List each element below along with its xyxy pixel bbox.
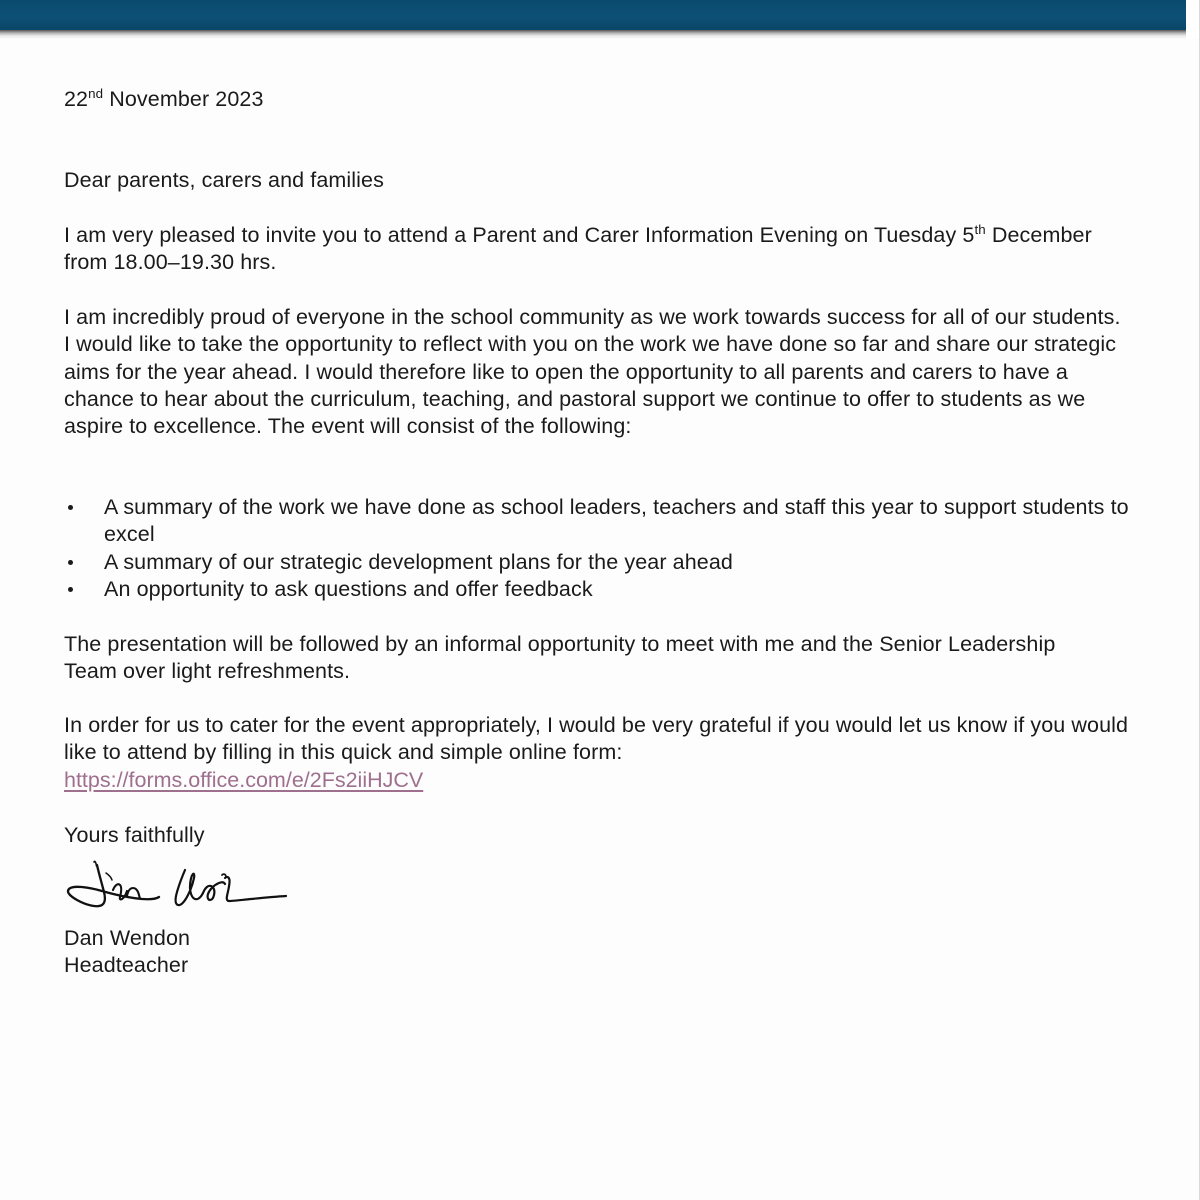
bullet-dot-icon — [68, 560, 73, 565]
signatory-name: Dan Wendon — [64, 926, 191, 950]
event-contents-list — [64, 494, 1136, 603]
letter-date — [64, 86, 664, 113]
list-item-label: A summary of our strategic development plans for the year ahead — [104, 549, 733, 574]
bullet-dot-icon — [68, 505, 73, 510]
date-ordinal-suffix: nd — [88, 85, 104, 101]
signatory-role: Headteacher — [64, 953, 189, 977]
paragraph-proud: I am incredibly proud of everyone in the school community as we work towards success for all of our students. I would like to take the opportunity to reflect with you on the work we have done so far and share our strategic aims for the year ahead. I would therefore like to open the opportunity to all parents and carers to have a chance to hear about the curriculum, teaching, and pastoral support we continue to offer to students as we aspire to excellence. The event will consist of the following: — [64, 305, 1121, 439]
banner-drop-shadow — [0, 30, 1186, 39]
list-item-label: An opportunity to ask questions and offer feedback — [104, 576, 593, 601]
page-right-margin — [1186, 0, 1199, 39]
list-item — [64, 494, 1136, 549]
list-item — [64, 576, 1136, 603]
school-brand-banner — [0, 0, 1186, 30]
list-item-label: A summary of the work we have done as school leaders, teachers and staff this year to support students to excel — [104, 495, 1129, 547]
handwritten-signature-icon — [58, 852, 308, 914]
paragraph-invitation — [64, 222, 1132, 277]
invite-ordinal-suffix: th — [974, 221, 986, 237]
online-form-link[interactable]: https://forms.office.com/e/2Fs2iiHJCV — [64, 768, 424, 792]
invite-text-before: I am very pleased to invite you to attend a Parent and Carer Information Evening on Tuesday 5 — [64, 223, 975, 247]
date-rest: November 2023 — [103, 87, 264, 111]
salutation: Dear parents, carers and families — [64, 168, 384, 192]
bullet-dot-icon — [68, 587, 73, 592]
date-day: 22 — [64, 87, 89, 111]
paragraph-catering: In order for us to cater for the event appropriately, I would be very grateful if you would let us know if you would like to attend by filling in this quick and simple online form: — [64, 713, 1129, 765]
list-item — [64, 549, 1136, 576]
paragraph-presentation: The presentation will be followed by an informal opportunity to meet with me and the Senior Leadership Team over light refreshments. — [64, 632, 1056, 684]
invite-text-after: December from 18.00–19.30 hrs. — [64, 223, 1092, 275]
valediction: Yours faithfully — [64, 823, 205, 847]
